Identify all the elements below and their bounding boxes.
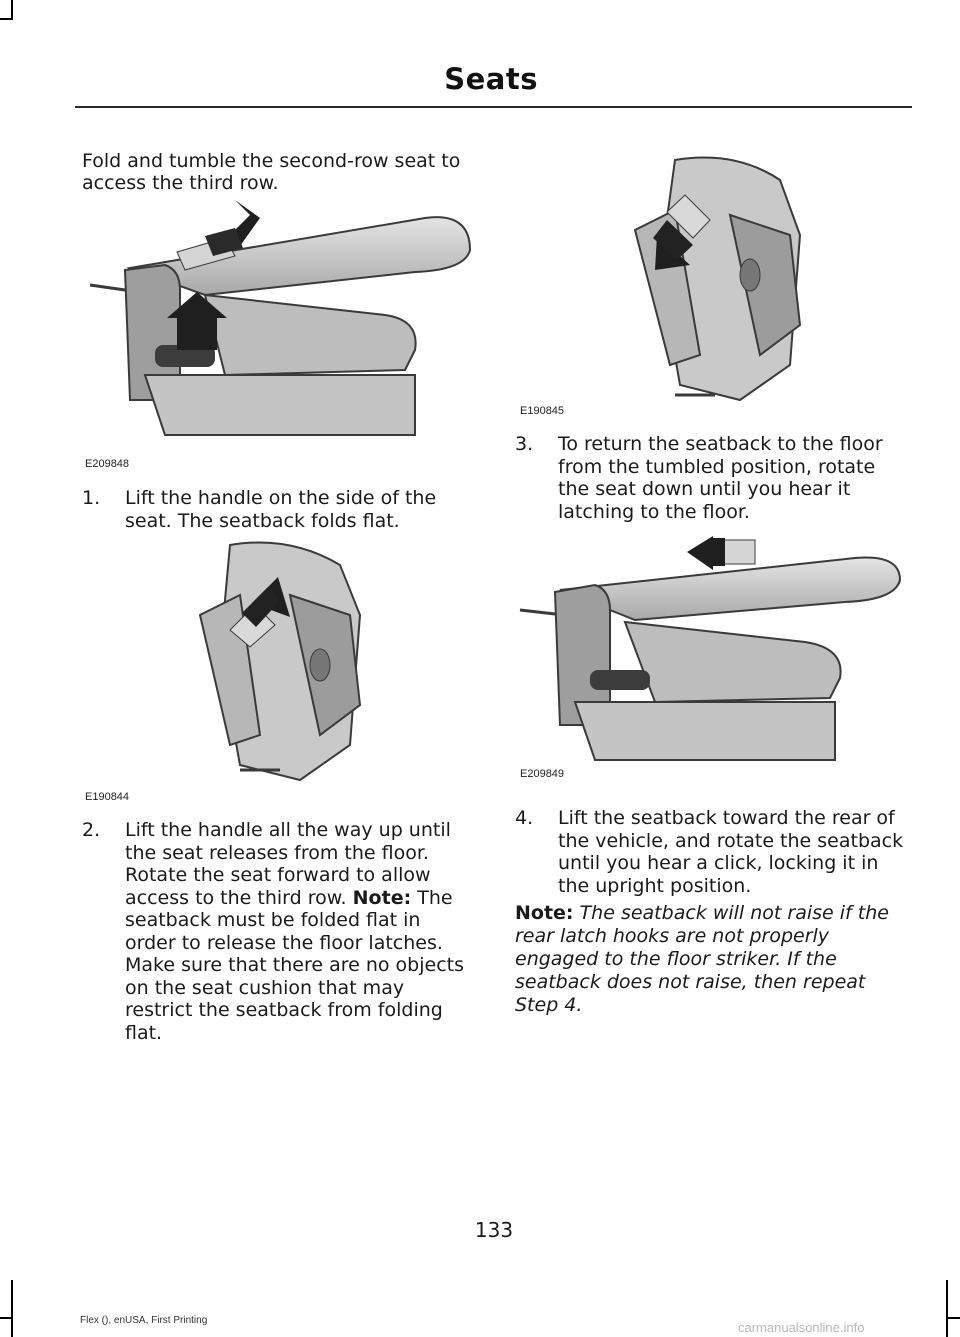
- step-text: Lift the handle all the way up until the seat releases from the floor. Rotate the seat forward to allow access to the third row.: [125, 819, 451, 909]
- figure-seatback-raise: [515, 530, 905, 775]
- note-text: The seatback must be folded flat in order to release the floor latches. Make sure that there are no objects on the seat cushion that may restrict the seatback from folding flat.: [125, 886, 465, 1044]
- note-text: The seatback will not raise if the rear latch hooks are not properly engaged to the floor striker. If the seatback does not raise, then repeat Step 4.: [515, 902, 889, 1016]
- crop-mark-bottom-right-v: [946, 1280, 948, 1337]
- watermark: carmanualsonline.info: [738, 1320, 865, 1335]
- figure-seat-tumbled-return: [615, 150, 825, 410]
- header-rule: [75, 106, 912, 108]
- figure-seat-tumbled-forward: [180, 535, 390, 785]
- crop-mark-bottom-left-v: [11, 1280, 13, 1337]
- note-label: Note:: [515, 902, 574, 924]
- footer-text: Flex (), enUSA, First Printing: [80, 1315, 208, 1326]
- step-3: [515, 433, 910, 523]
- step-text: To return the seatback to the floor from the tumbled position, rotate the seat down until you hear it latching to the floor.: [558, 433, 883, 523]
- figure-code: E209849: [520, 768, 565, 780]
- intro-text: Fold and tumble the second-row seat to access the third row.: [82, 150, 461, 194]
- step-2: [82, 819, 475, 1044]
- note-label: Note:: [352, 886, 412, 909]
- step-text: Lift the seatback toward the rear of the vehicle, and rotate the seatback until you hear a click, locking it in the upright position.: [558, 807, 904, 897]
- step-number: 2.: [82, 819, 101, 841]
- step-1: [82, 487, 472, 532]
- figure-seat-folded-flat: [85, 200, 475, 455]
- step-text: Lift the handle on the side of the seat. The seatback folds flat.: [125, 487, 437, 532]
- step-number: 3.: [515, 433, 534, 455]
- page-title: Seats: [444, 62, 538, 96]
- crop-mark-top-left-h: [0, 18, 13, 20]
- figure-code: E209848: [85, 458, 130, 470]
- step-number: 1.: [82, 487, 101, 509]
- note-paragraph: [515, 902, 910, 1017]
- figure-code: E190845: [520, 405, 565, 417]
- step-number: 4.: [515, 807, 534, 829]
- figure-code: E190844: [85, 791, 130, 803]
- step-body: [125, 819, 475, 1044]
- step-4: [515, 807, 910, 897]
- crop-mark-bottom-right-h: [946, 1317, 960, 1319]
- crop-mark-top-left-v: [11, 0, 13, 18]
- page-number: 133: [474, 1218, 514, 1242]
- crop-mark-bottom-left-h: [0, 1317, 13, 1319]
